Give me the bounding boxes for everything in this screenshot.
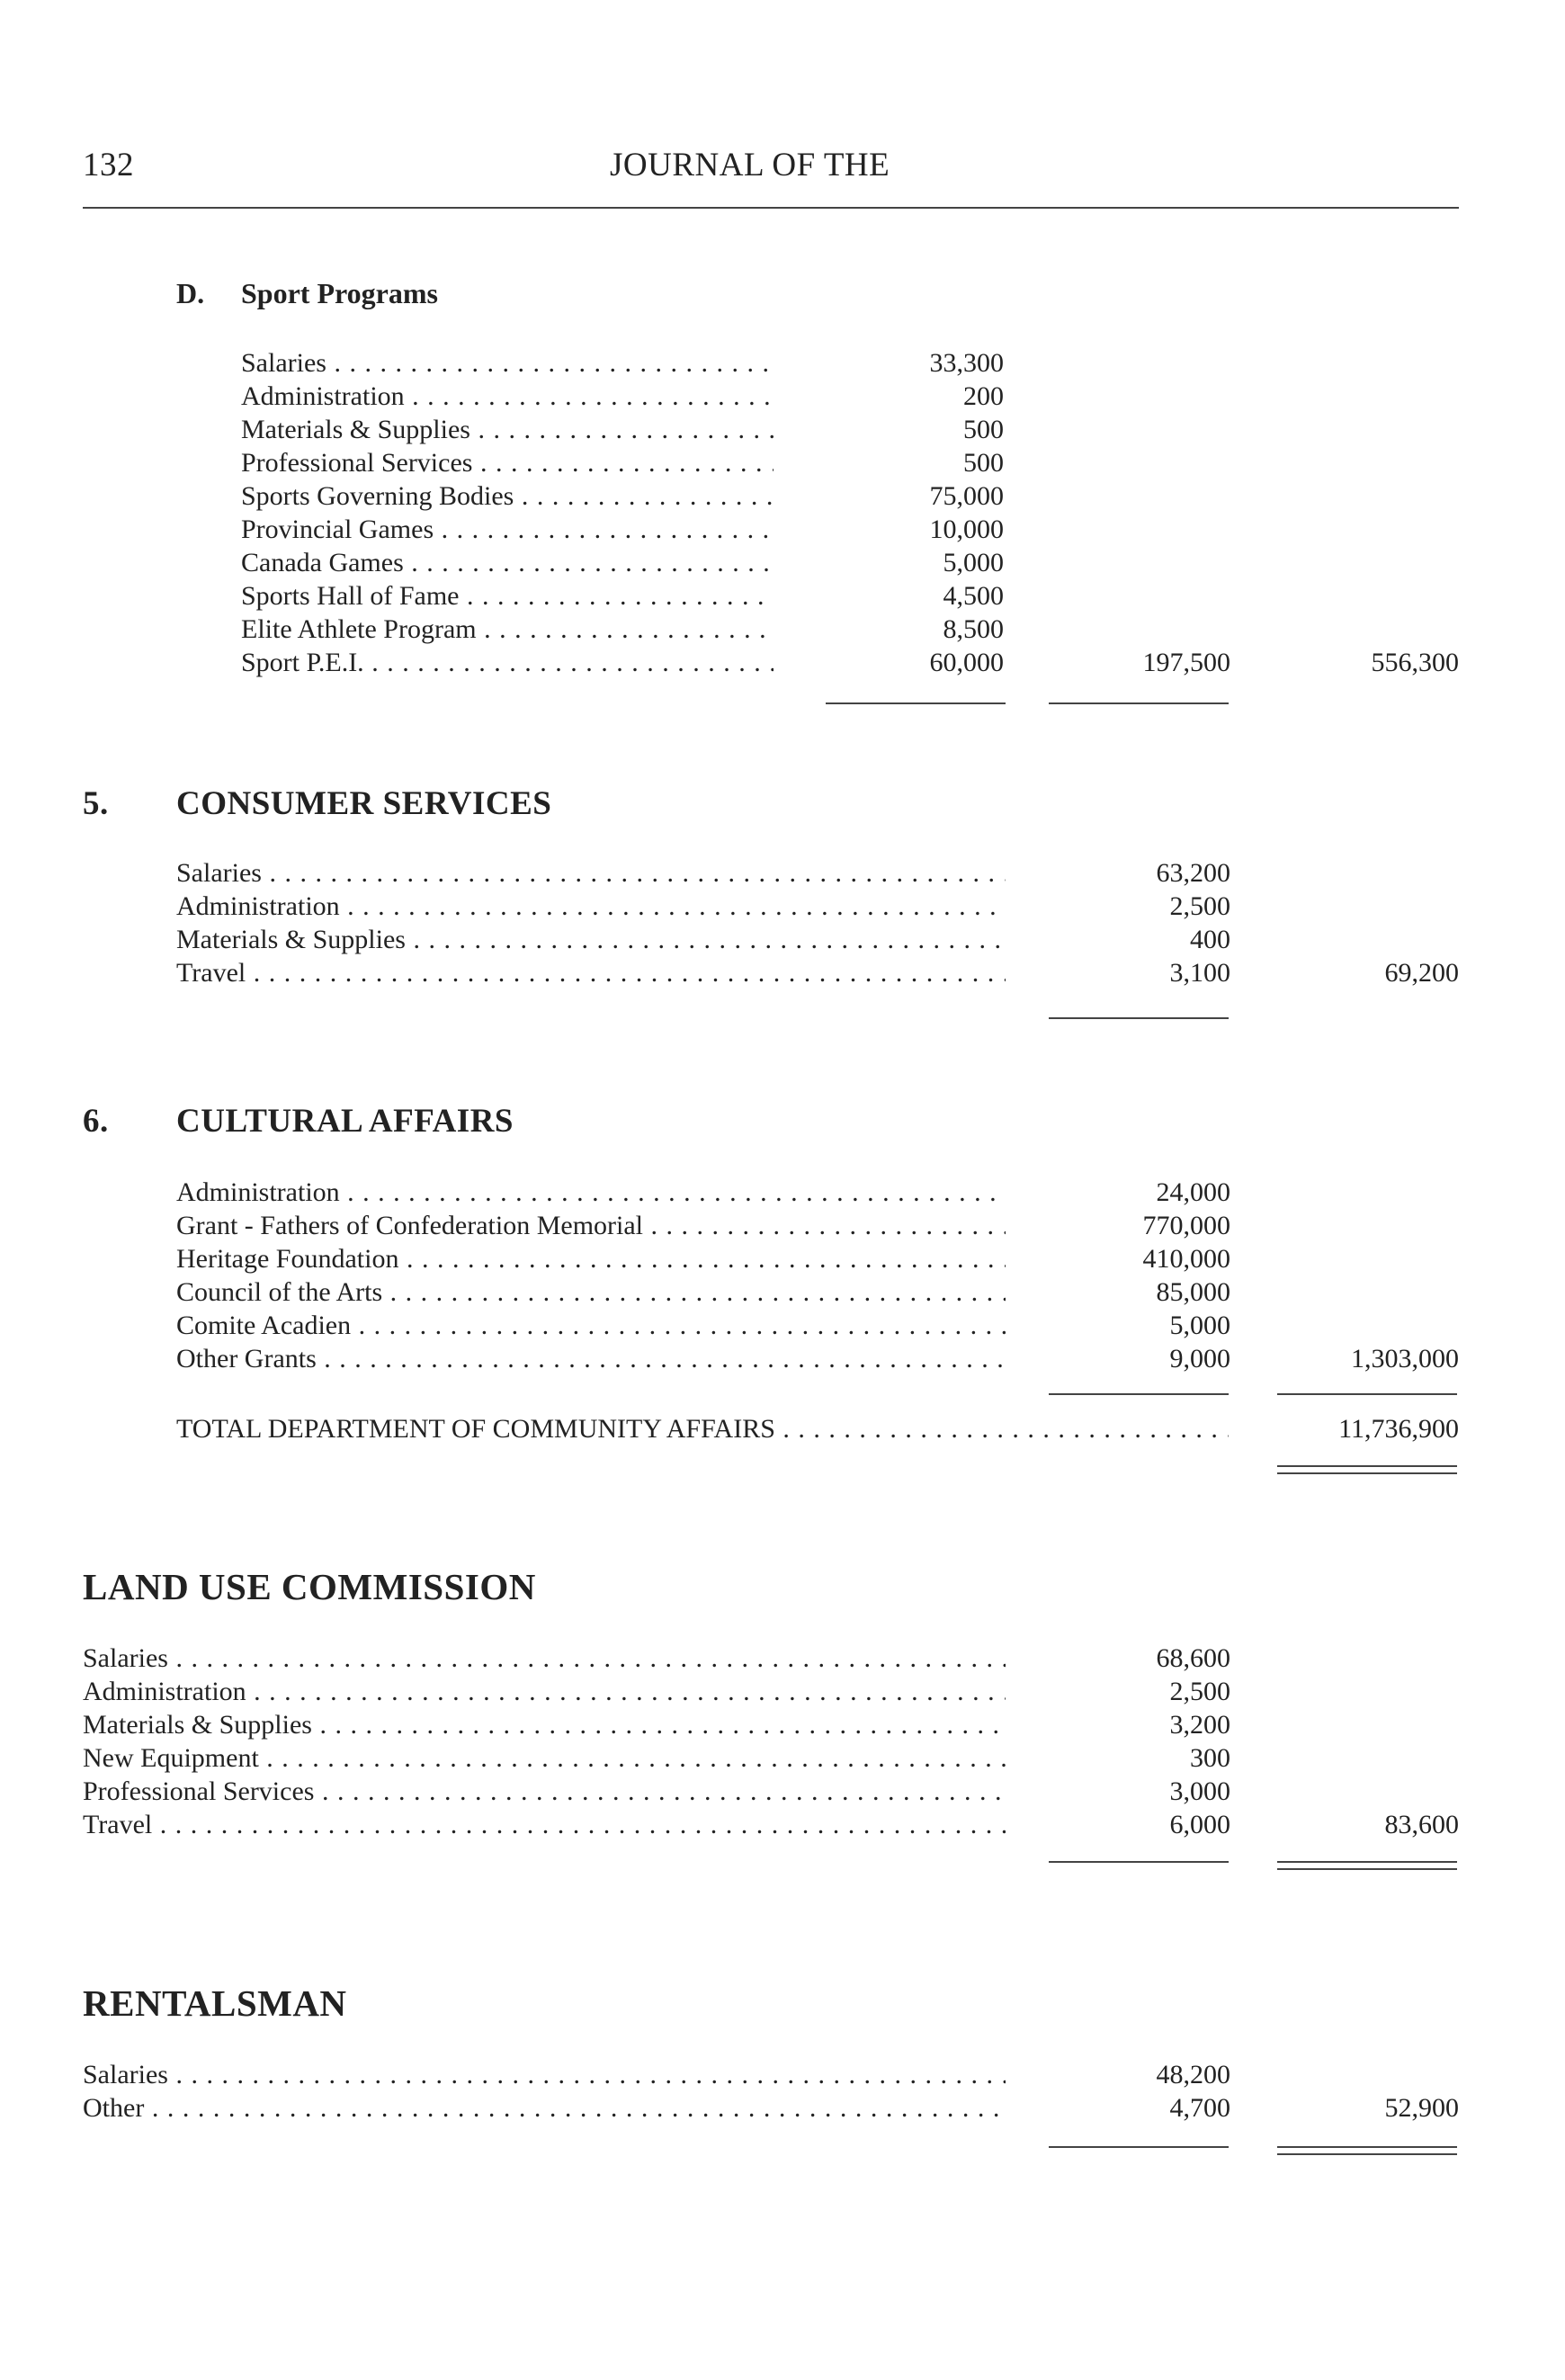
department-total-double-rule (1277, 1465, 1457, 1474)
ledger-item-label: Professional Services . . . (83, 1775, 1006, 1809)
cultural-affairs-number: 6. (83, 1103, 109, 1140)
ledger-item-label: Materials & Supplies . . . (176, 923, 1006, 957)
rentalsman-total: 52,900 (1384, 2093, 1459, 2123)
ledger-item-amount: 3,000 (1169, 1776, 1230, 1806)
land-use-commission-heading: LAND USE COMMISSION (83, 1566, 536, 1607)
ledger-item-label: Salaries . . . (241, 346, 774, 380)
ledger-item-amount: 4,500 (943, 581, 1004, 611)
ledger-item-label: Travel . . . (83, 1808, 1006, 1842)
sport-rule-2 (1049, 702, 1229, 704)
ledger-row (83, 1775, 1565, 1809)
sport-programs-subtotal-row (0, 646, 1565, 680)
ledger-item-label: Canada Games . . . (241, 546, 774, 580)
ledger-item-label: Provincial Games . . . (241, 513, 774, 547)
ledger-row (176, 1242, 1565, 1276)
ledger-row (176, 1176, 1565, 1210)
ledger-row (83, 2058, 1565, 2092)
ledger-row (176, 1309, 1565, 1343)
ledger-row (241, 513, 1565, 547)
ledger-item-amount: 300 (1190, 1743, 1230, 1773)
ledger-item-label: Travel . . . (176, 956, 1006, 990)
ledger-item-label: Sports Hall of Fame . . . (241, 579, 774, 613)
cultural-affairs-total-row (0, 1342, 1565, 1376)
ledger-item-amount: 24,000 (1156, 1177, 1230, 1207)
ledger-item-amount: 3,100 (1169, 958, 1230, 988)
rentalsman-double-rule (1277, 2146, 1457, 2155)
ledger-item-amount: 9,000 (1169, 1344, 1230, 1373)
land-rule (1049, 1861, 1229, 1863)
ledger-row (176, 856, 1565, 890)
ledger-item-amount: 85,000 (1156, 1277, 1230, 1307)
ledger-row (241, 346, 1565, 380)
ledger-item-amount: 75,000 (929, 481, 1004, 511)
ledger-item-label: Council of the Arts . . . (176, 1275, 1006, 1310)
ledger-item-label: Salaries . . . (83, 2058, 1006, 2092)
ledger-item-label: Comite Acadien . . . (176, 1309, 1006, 1343)
ledger-item-label: New Equipment . . . (83, 1741, 1006, 1776)
running-title: JOURNAL OF THE (610, 147, 890, 183)
land-use-commission-total-row (0, 1808, 1565, 1842)
ledger-row (241, 546, 1565, 580)
land-double-rule (1277, 1861, 1457, 1870)
ledger-item-label: Sports Governing Bodies . . . (241, 479, 774, 514)
sport-programs-marker: D. (176, 277, 205, 309)
ledger-item-amount: 48,200 (1156, 2060, 1230, 2089)
ledger-row (176, 890, 1565, 924)
ledger-item-amount: 8,500 (943, 614, 1004, 644)
consumer-rule (1049, 1017, 1229, 1019)
ledger-item-label: Administration . . . (176, 890, 1006, 924)
ledger-row (176, 1209, 1565, 1243)
ledger-item-label: Elite Athlete Program . . . (241, 613, 774, 647)
ledger-item-label: Other Grants . . . (176, 1342, 1006, 1376)
ledger-item-amount: 5,000 (943, 548, 1004, 577)
ledger-item-amount: 33,300 (929, 348, 1004, 378)
ledger-item-amount: 500 (963, 415, 1004, 444)
ledger-item-label: Other . . . (83, 2091, 1006, 2125)
ledger-row (83, 1675, 1565, 1709)
ledger-item-amount: 200 (963, 381, 1004, 411)
ledger-row (241, 413, 1565, 447)
rentalsman-heading: RENTALSMAN (83, 1982, 347, 2024)
rentalsman-rule (1049, 2146, 1229, 2148)
land-use-commission-total: 83,600 (1384, 1810, 1459, 1839)
ledger-item-label: Grant - Fathers of Confederation Memorial . . . (176, 1209, 1006, 1243)
ledger-item-label: Salaries . . . (83, 1642, 1006, 1676)
department-total-amount-row (0, 1412, 1565, 1446)
ledger-item-amount: 410,000 (1142, 1244, 1230, 1274)
consumer-services-total-row (0, 956, 1565, 990)
cultural-rule-2 (1277, 1393, 1457, 1395)
page-number: 132 (83, 147, 134, 183)
ledger-row (241, 479, 1565, 514)
header-rule (83, 207, 1459, 209)
ledger-item-amount: 63,200 (1156, 858, 1230, 888)
ledger-item-label: Heritage Foundation . . . (176, 1242, 1006, 1276)
sport-programs-heading: Sport Programs (241, 277, 438, 309)
ledger-item-label: Administration . . . (83, 1675, 1006, 1709)
ledger-item-label: Materials & Supplies . . . (241, 413, 774, 447)
department-total-label: TOTAL DEPARTMENT OF COMMUNITY AFFAIRS . . . (176, 1412, 1229, 1446)
ledger-item-amount: 2,500 (1169, 1677, 1230, 1706)
ledger-item-amount: 400 (1190, 925, 1230, 954)
ledger-row (241, 380, 1565, 414)
ledger-item-amount: 10,000 (929, 514, 1004, 544)
sport-programs-total: 556,300 (1371, 648, 1459, 677)
ledger-item-amount: 6,000 (1169, 1810, 1230, 1839)
cultural-affairs-total: 1,303,000 (1351, 1344, 1459, 1373)
ledger-item-amount: 68,600 (1156, 1643, 1230, 1673)
ledger-row (176, 923, 1565, 957)
ledger-item-amount: 2,500 (1169, 891, 1230, 921)
ledger-row (241, 613, 1565, 647)
consumer-services-number: 5. (83, 785, 109, 822)
department-total-amount: 11,736,900 (1338, 1414, 1459, 1444)
ledger-row (83, 1642, 1565, 1676)
sport-rule-1 (826, 702, 1006, 704)
ledger-item-amount: 60,000 (929, 648, 1004, 677)
ledger-item-label: Administration . . . (241, 380, 774, 414)
ledger-item-amount: 770,000 (1142, 1211, 1230, 1240)
ledger-row (241, 579, 1565, 613)
ledger-item-amount: 4,700 (1169, 2093, 1230, 2123)
ledger-row (83, 1741, 1565, 1776)
cultural-affairs-heading: CULTURAL AFFAIRS (176, 1103, 514, 1140)
ledger-item-label: Professional Services . . . (241, 446, 774, 480)
rentalsman-total-row (0, 2091, 1565, 2125)
consumer-services-heading: CONSUMER SERVICES (176, 785, 552, 822)
ledger-item-label: Administration . . . (176, 1176, 1006, 1210)
ledger-item-label: Salaries . . . (176, 856, 1006, 890)
ledger-item-label: Sport P.E.I. . . . (241, 646, 774, 680)
ledger-row (83, 1708, 1565, 1742)
ledger-row (241, 446, 1565, 480)
ledger-row (176, 1275, 1565, 1310)
cultural-rule-1 (1049, 1393, 1229, 1395)
ledger-item-amount: 3,200 (1169, 1710, 1230, 1740)
ledger-item-amount: 5,000 (1169, 1311, 1230, 1340)
ledger-item-label: Materials & Supplies . . . (83, 1708, 1006, 1742)
consumer-services-total: 69,200 (1384, 958, 1459, 988)
ledger-item-amount: 500 (963, 448, 1004, 478)
sport-programs-subtotal: 197,500 (1142, 648, 1230, 677)
